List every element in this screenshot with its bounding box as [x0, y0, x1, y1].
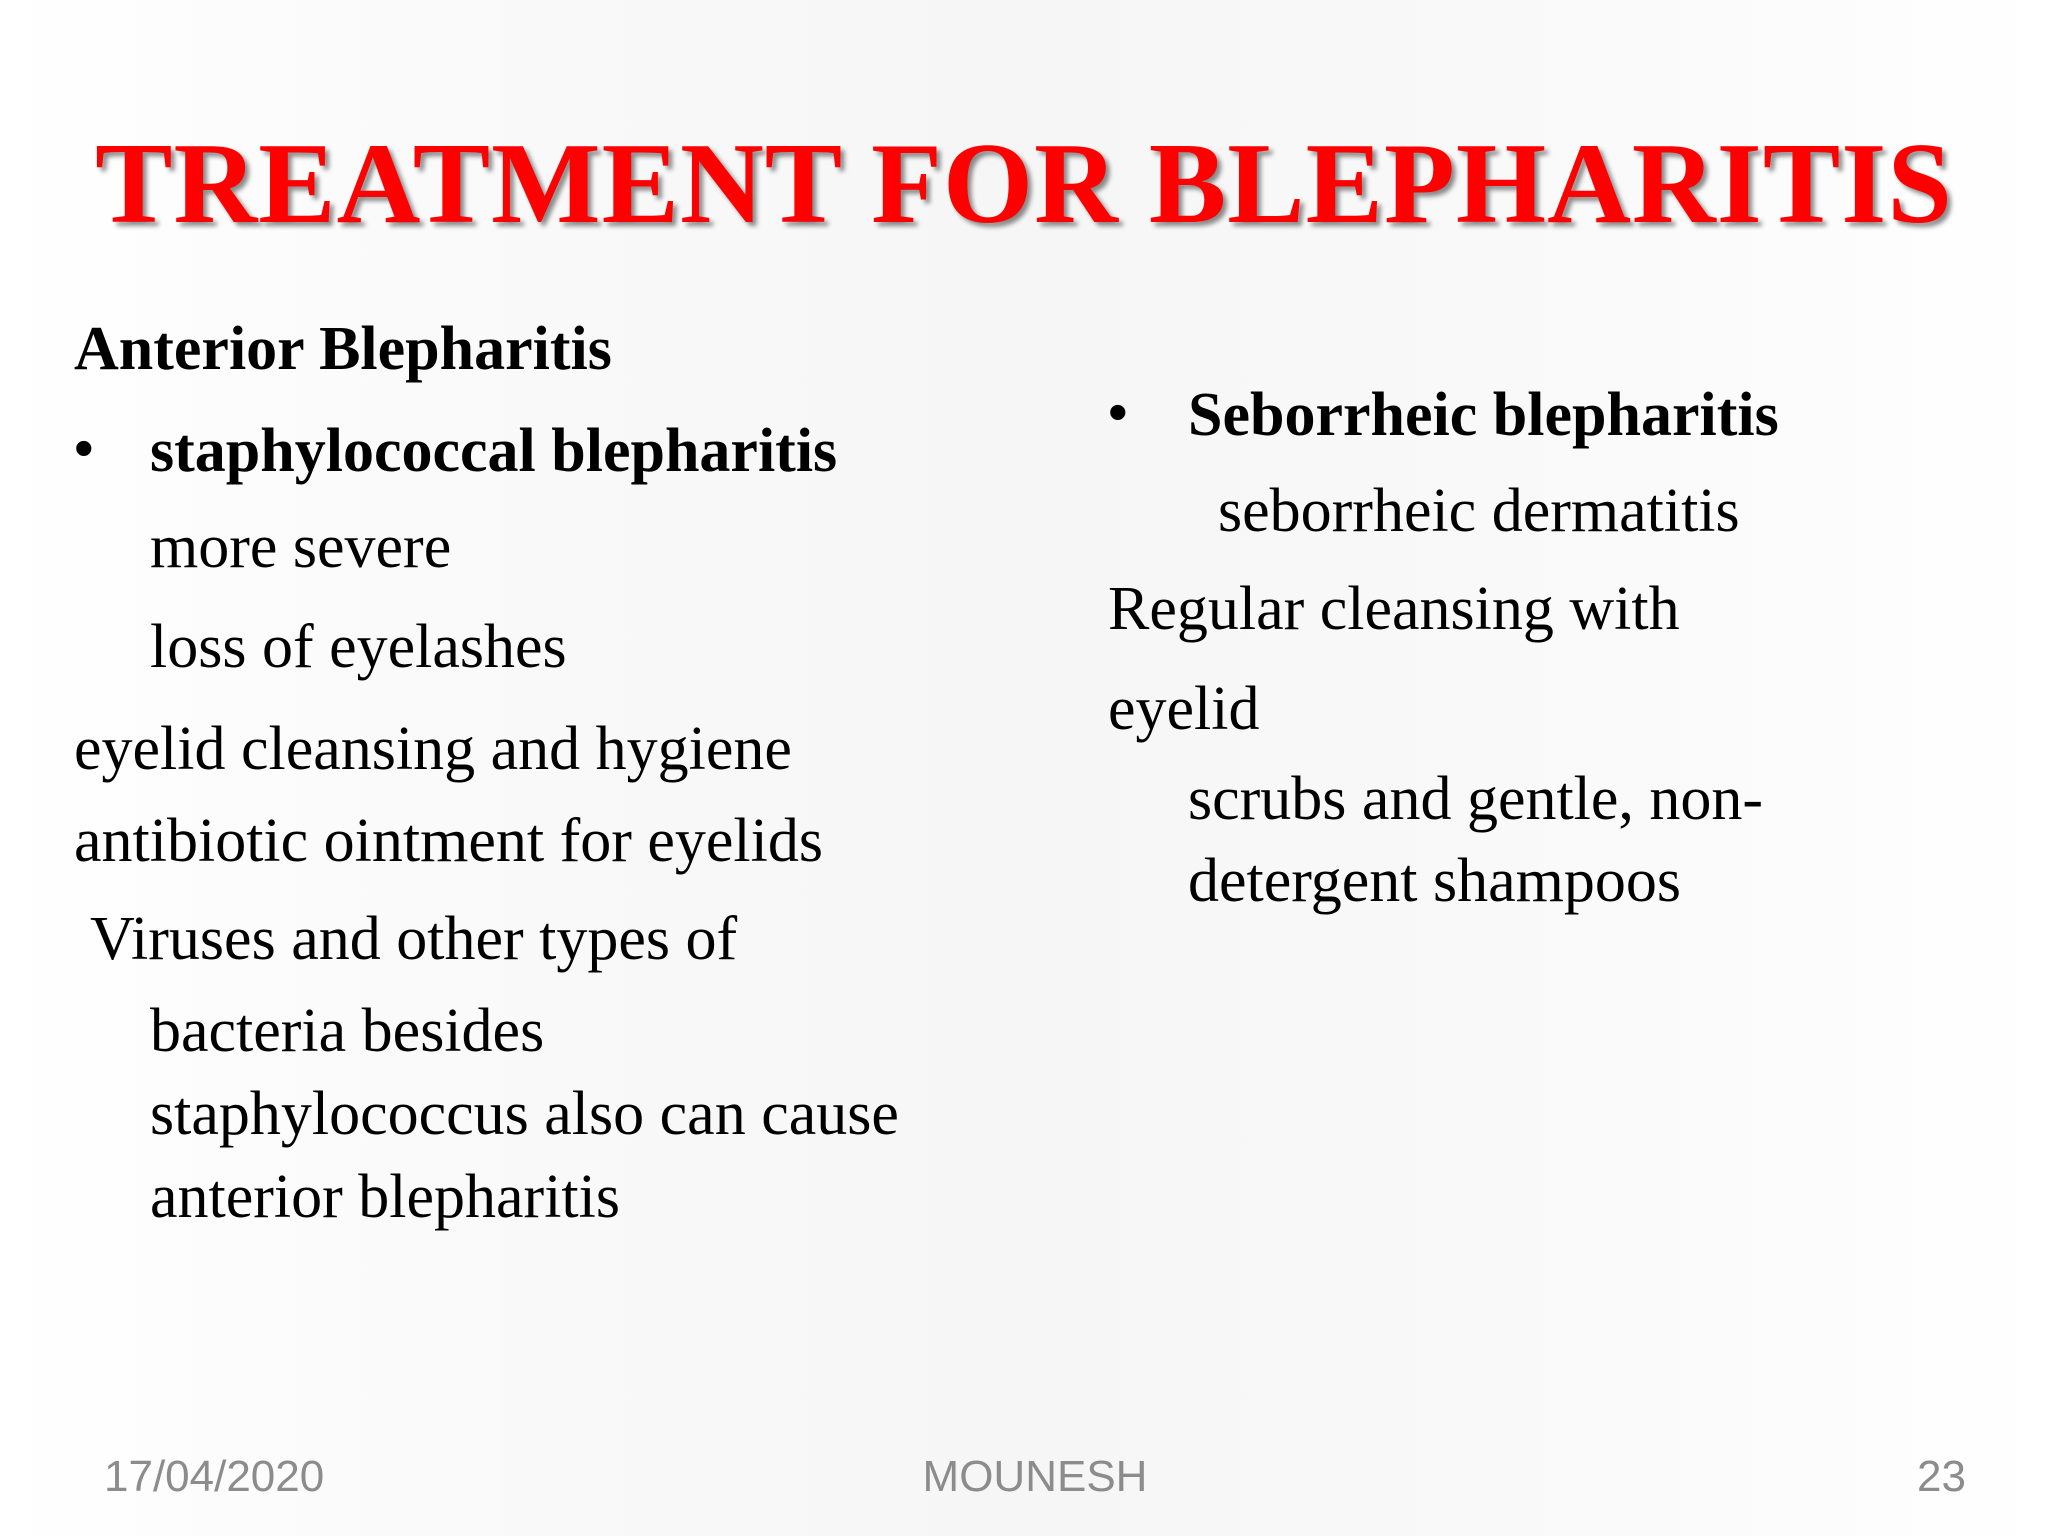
anterior-heading: Anterior Blepharitis	[74, 315, 612, 383]
right-indented-1: scrubs and gentle, non-	[1188, 765, 1764, 833]
bullet-icon: •	[1108, 380, 1128, 443]
footer-author: MOUNESH	[922, 1452, 1148, 1501]
footer-page-number: 23	[1917, 1452, 1966, 1501]
left-indented-3: anterior blepharitis	[150, 1163, 620, 1231]
right-line-1: Regular cleansing with	[1108, 575, 1680, 643]
left-indented-2: staphylococcus also can cause	[150, 1080, 899, 1148]
staph-sub-2: loss of eyelashes	[150, 613, 567, 681]
left-indented-1: bacteria besides	[150, 997, 545, 1065]
footer-date: 17/04/2020	[104, 1452, 325, 1501]
seborrheic-sub: seborrheic dermatitis	[1218, 477, 1740, 545]
bullet-icon: •	[74, 416, 94, 479]
left-line-3: Viruses and other types of	[90, 905, 738, 973]
right-indented-2: detergent shampoos	[1188, 847, 1682, 915]
left-line-1: eyelid cleansing and hygiene	[74, 715, 792, 783]
slide-title: TREATMENT FOR BLEPHARITIS	[95, 120, 1953, 248]
left-line-2: antibiotic ointment for eyelids	[74, 807, 823, 875]
right-line-2: eyelid	[1108, 675, 1260, 743]
staph-sub-1: more severe	[150, 513, 452, 581]
seborrheic-bullet: Seborrheic blepharitis	[1188, 381, 1779, 449]
staphylococcal-bullet: staphylococcal blepharitis	[150, 417, 838, 485]
